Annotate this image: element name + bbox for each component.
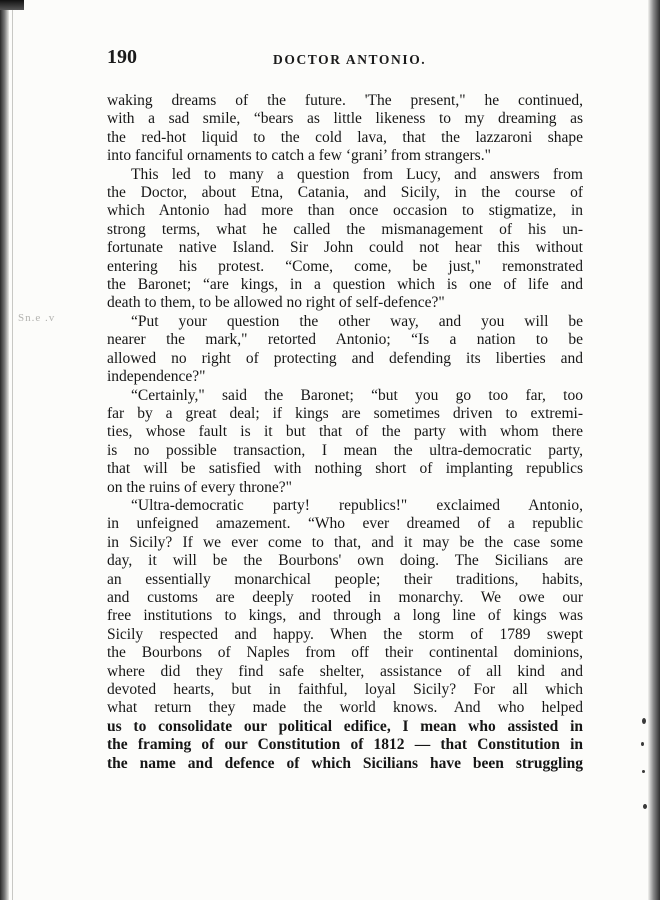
text-line: is no possible transaction, I mean the ultra-democratic party,: [107, 441, 583, 459]
text-line: Sicily respected and happy. When the storm of 1789 swept: [107, 625, 583, 643]
text-line: far by a great deal; if kings are sometimes driven to extremi-: [107, 404, 583, 422]
text-line: independence?": [107, 368, 206, 386]
page-corner-shadow: [0, 0, 24, 10]
text-line: waking dreams of the future. 'The present," he continued,: [107, 92, 583, 109]
text-line: an essentially monarchical people; their traditions, habits,: [107, 570, 583, 588]
text-line: nearer the mark," retorted Antonio; “Is a nation to be: [107, 331, 583, 349]
text-line: on the ruins of every throne?": [107, 478, 292, 496]
text-line: with a sad smile, “bears as little likeness to my dreaming as: [107, 110, 583, 128]
scan-speck: [643, 804, 647, 809]
text-line: the Baronet; “are kings, in a question which is one of life and: [107, 276, 583, 294]
text-line: the Doctor, about Etna, Catania, and Sicily, in the course of: [107, 184, 583, 202]
text-line: fortunate native Island. Sir John could not hear this without: [107, 239, 583, 257]
text-line: entering his protest. “Come, come, be just," remonstrated: [107, 257, 583, 275]
text-line: where did they find safe shelter, assistance of all kind and: [107, 662, 583, 680]
page-binding-shadow-left: [0, 0, 9, 900]
text-line: This led to many a question from Lucy, and answers from: [131, 165, 583, 183]
text-line: the framing of our Constitution of 1812 — that Constitution in: [107, 736, 583, 754]
text-line: ties, whose fault is it but that of the party with whom there: [107, 423, 583, 441]
text-line: “Put your question the other way, and you will be: [131, 312, 583, 330]
scan-speck: [641, 742, 644, 746]
text-line: the red-hot liquid to the cold lava, that the lazzaroni shape: [107, 128, 583, 146]
text-line: “Certainly," said the Baronet; “but you go too far, too: [131, 386, 583, 404]
page-header: [107, 46, 583, 74]
text-line: the Bourbons of Naples from off their continental dominions,: [107, 644, 583, 662]
text-line: and customs are deeply rooted in monarchy. We owe our: [107, 588, 583, 606]
running-title: DOCTOR ANTONIO.: [273, 52, 427, 67]
scan-speck: [642, 718, 646, 724]
margin-note: Sn.e .v: [18, 312, 56, 324]
text-line: death to them, to be allowed no right of self-defence?": [107, 294, 445, 312]
text-line: the name and defence of which Sicilians have been struggling: [107, 754, 583, 772]
text-line: allowed no right of protecting and defending its liberties and: [107, 349, 583, 367]
text-line: “Ultra-democratic party! republics!" exclaimed Antonio,: [131, 496, 583, 514]
text-line: in Sicily? If we ever come to that, and it may be the case some: [107, 533, 583, 551]
text-line: which Antonio had more than once occasion to stigmatize, in: [107, 202, 583, 220]
text-line: day, it will be the Bourbons' own doing. The Sicilians are: [107, 552, 583, 570]
text-line: devoted hearts, but in faithful, loyal Sicily? For all which: [107, 681, 583, 698]
scan-speck: [642, 770, 645, 773]
text-line: us to consolidate our political edifice, I mean who assisted in: [107, 717, 583, 735]
page-edge-line: [12, 0, 13, 900]
text-line: in unfeigned amazement. “Who ever dreamed of a republic: [107, 515, 583, 533]
text-line: that will be satisfied with nothing short of implanting republics: [107, 460, 583, 478]
text-line: strong terms, what he called the mismanagement of his un-: [107, 220, 583, 238]
page-edge-shadow-right: [648, 0, 660, 900]
text-line: into fanciful ornaments to catch a few ‘grani’ from strangers.": [107, 147, 491, 165]
page-number: 190: [107, 46, 137, 68]
text-line: what return they made the world knows. And who helped: [107, 699, 583, 717]
text-line: free institutions to kings, and through a long line of kings was: [107, 607, 583, 625]
body-text: [107, 92, 583, 892]
